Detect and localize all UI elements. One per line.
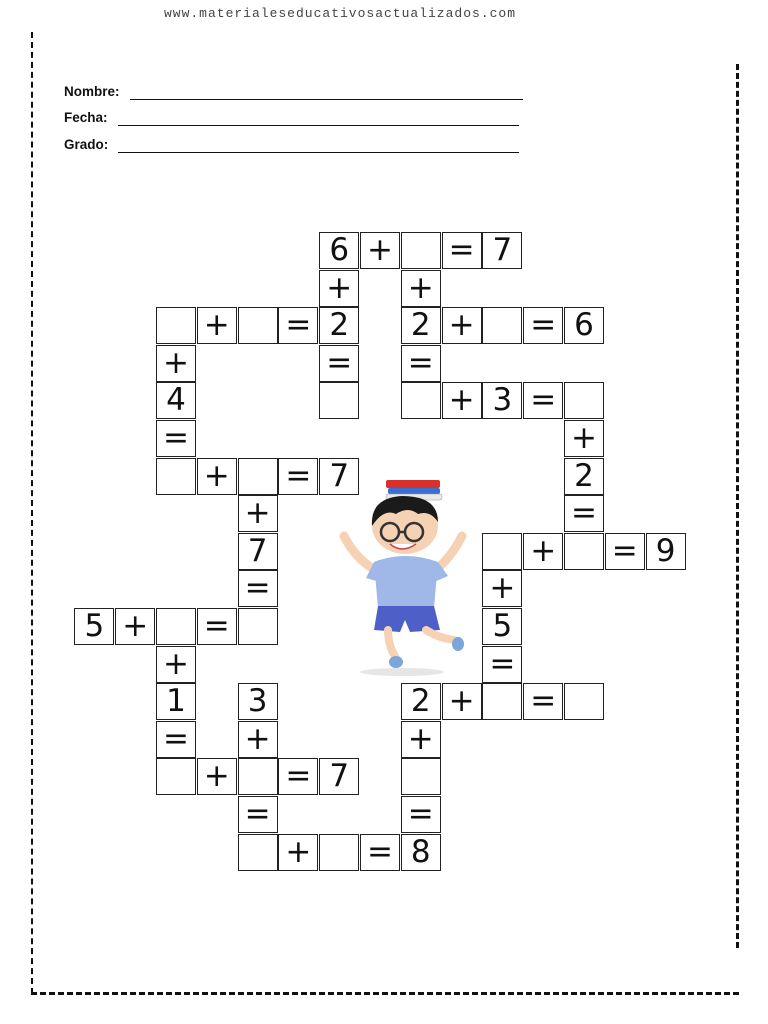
equals-sign-cell: = — [605, 533, 645, 570]
blank-answer-cell[interactable] — [238, 608, 278, 645]
grado-label: Grado: — [64, 137, 109, 152]
equals-sign-cell: = — [238, 570, 278, 607]
website-url: www.materialeseducativosactualizados.com — [163, 6, 517, 21]
equals-sign-cell: = — [278, 758, 318, 795]
number-cell: 6 — [319, 232, 359, 269]
number-cell: 7 — [319, 458, 359, 495]
plus-sign-cell: + — [442, 683, 482, 720]
blank-answer-cell[interactable] — [319, 834, 359, 871]
boy-with-books-icon — [330, 470, 475, 680]
equals-sign-cell: = — [319, 345, 359, 382]
plus-sign-cell: + — [319, 270, 359, 307]
blank-answer-cell[interactable] — [564, 382, 604, 419]
number-cell: 3 — [482, 382, 522, 419]
number-cell: 6 — [564, 307, 604, 344]
blank-answer-cell[interactable] — [401, 758, 441, 795]
equals-sign-cell: = — [278, 458, 318, 495]
plus-sign-cell: + — [442, 382, 482, 419]
plus-sign-cell: + — [156, 646, 196, 683]
equals-sign-cell: = — [401, 796, 441, 833]
number-cell: 2 — [319, 307, 359, 344]
equals-sign-cell: = — [523, 382, 563, 419]
plus-sign-cell: + — [156, 345, 196, 382]
blank-answer-cell[interactable] — [156, 758, 196, 795]
plus-sign-cell: + — [482, 570, 522, 607]
number-cell: 7 — [319, 758, 359, 795]
number-cell: 2 — [401, 683, 441, 720]
fecha-label: Fecha: — [64, 110, 108, 125]
number-cell: 5 — [482, 608, 522, 645]
plus-sign-cell: + — [197, 758, 237, 795]
blank-answer-cell[interactable] — [156, 307, 196, 344]
number-cell: 2 — [401, 307, 441, 344]
equals-sign-cell: = — [360, 834, 400, 871]
number-cell: 4 — [156, 382, 196, 419]
plus-sign-cell: + — [197, 307, 237, 344]
nombre-label: Nombre: — [64, 84, 120, 99]
number-cell: 7 — [238, 533, 278, 570]
blank-answer-cell[interactable] — [482, 683, 522, 720]
equals-sign-cell: = — [523, 307, 563, 344]
blank-answer-cell[interactable] — [401, 232, 441, 269]
plus-sign-cell: + — [238, 721, 278, 758]
plus-sign-cell: + — [115, 608, 155, 645]
equals-sign-cell: = — [564, 495, 604, 532]
plus-sign-cell: + — [197, 458, 237, 495]
number-cell: 9 — [646, 533, 686, 570]
equals-sign-cell: = — [156, 420, 196, 457]
equals-sign-cell: = — [238, 796, 278, 833]
blank-answer-cell[interactable] — [564, 683, 604, 720]
plus-sign-cell: + — [401, 270, 441, 307]
plus-sign-cell: + — [360, 232, 400, 269]
equals-sign-cell: = — [482, 646, 522, 683]
number-cell: 7 — [482, 232, 522, 269]
blank-answer-cell[interactable] — [238, 307, 278, 344]
number-cell: 5 — [74, 608, 114, 645]
blank-answer-cell[interactable] — [156, 608, 196, 645]
blank-answer-cell[interactable] — [238, 758, 278, 795]
blank-answer-cell[interactable] — [482, 533, 522, 570]
number-cell: 3 — [238, 683, 278, 720]
number-cell: 2 — [564, 458, 604, 495]
plus-sign-cell: + — [401, 721, 441, 758]
equals-sign-cell: = — [401, 345, 441, 382]
blank-answer-cell[interactable] — [238, 834, 278, 871]
number-cell: 8 — [401, 834, 441, 871]
equals-sign-cell: = — [442, 232, 482, 269]
plus-sign-cell: + — [564, 420, 604, 457]
equals-sign-cell: = — [523, 683, 563, 720]
equals-sign-cell: = — [156, 721, 196, 758]
equals-sign-cell: = — [278, 307, 318, 344]
number-cell: 1 — [156, 683, 196, 720]
blank-answer-cell[interactable] — [156, 458, 196, 495]
blank-answer-cell[interactable] — [482, 307, 522, 344]
blank-answer-cell[interactable] — [401, 382, 441, 419]
plus-sign-cell: + — [278, 834, 318, 871]
blank-answer-cell[interactable] — [319, 382, 359, 419]
blank-answer-cell[interactable] — [238, 458, 278, 495]
plus-sign-cell: + — [442, 307, 482, 344]
blank-answer-cell[interactable] — [564, 533, 604, 570]
plus-sign-cell: + — [523, 533, 563, 570]
plus-sign-cell: + — [238, 495, 278, 532]
equals-sign-cell: = — [197, 608, 237, 645]
